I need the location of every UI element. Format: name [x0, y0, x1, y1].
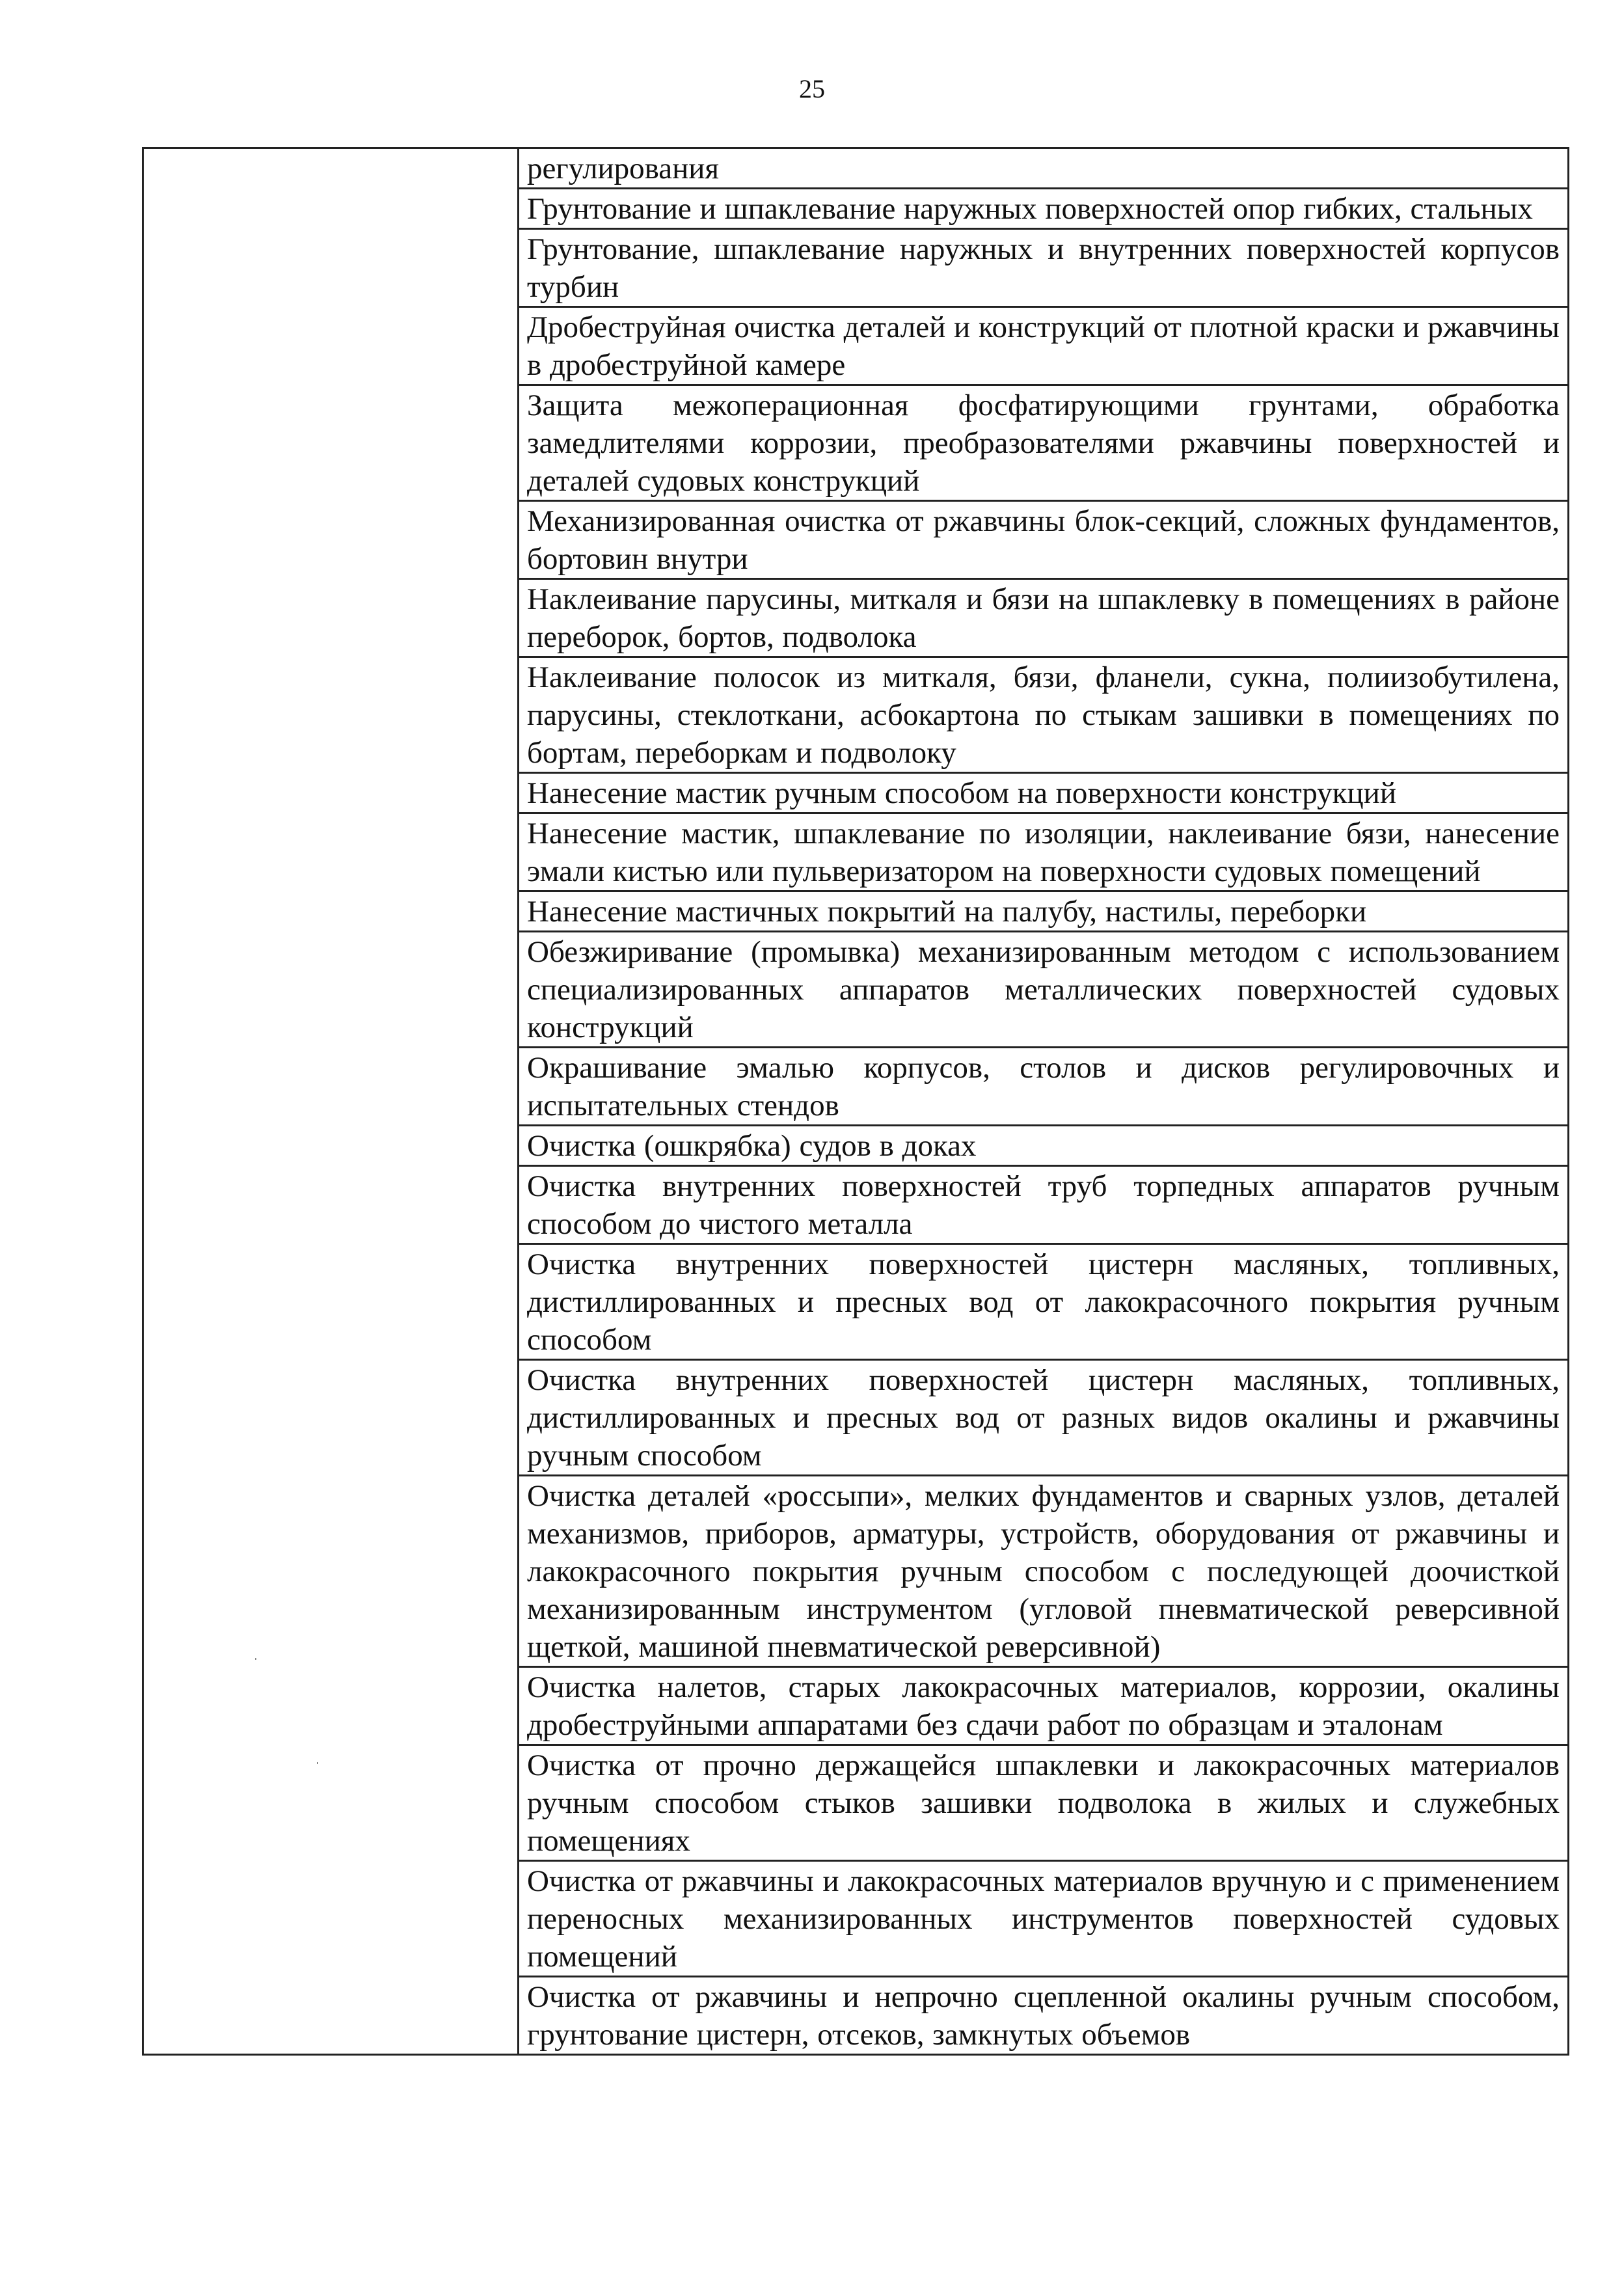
table-cell-item: Нанесение мастик ручным способом на поверхности конструкций	[519, 773, 1569, 813]
table-cell-item: Нанесение мастик, шпаклевание по изоляции, наклеивание бязи, нанесение эмали кистью или пульверизатором на поверхности судовых помещений	[519, 813, 1569, 891]
table-cell-item: Очистка внутренних поверхностей труб торпедных аппаратов ручным способом до чистого металла	[519, 1166, 1569, 1244]
table-cell-item: Окрашивание эмалью корпусов, столов и дисков регулировочных и испытательных стендов	[519, 1048, 1569, 1126]
scan-speck	[255, 1658, 256, 1660]
table-cell-item: Дробеструйная очистка деталей и конструкций от плотной краски и ржавчины в дробеструйной камере	[519, 307, 1569, 385]
scan-speck	[317, 1762, 318, 1764]
page-number: 25	[799, 74, 825, 103]
empty-left-column	[143, 148, 519, 2055]
table-cell-item: Защита межоперационная фосфатирующими грунтами, обработка замедлителями коррозии, преобразователями ржавчины поверхностей и деталей судовых конструкций	[519, 385, 1569, 501]
table-cell-item: Очистка внутренних поверхностей цистерн масляных, топливных, дистиллированных и пресных вод от лакокрасочного покрытия ручным способом	[519, 1244, 1569, 1360]
table-cell-item: Нанесение мастичных покрытий на палубу, настилы, переборки	[519, 891, 1569, 932]
table-cell-item: Наклеивание парусины, миткаля и бязи на шпаклевку в помещениях в районе переборок, бортов, подволока	[519, 579, 1569, 657]
table-cell-item: Наклеивание полосок из миткаля, бязи, фланели, сукна, полиизобутилена, парусины, стеклоткани, асбокартона по стыкам зашивки в помещениях по бортам, переборкам и подволоку	[519, 657, 1569, 773]
table-cell-item: Очистка от прочно держащейся шпаклевки и лакокрасочных материалов ручным способом стыков зашивки подволока в жилых и служебных помещениях	[519, 1745, 1569, 1861]
table-cell-item: Механизированная очистка от ржавчины блок-секций, сложных фундаментов, бортовин внутри	[519, 501, 1569, 579]
table-cell-item: Очистка внутренних поверхностей цистерн масляных, топливных, дистиллированных и пресных вод от разных видов окалины и ржавчины ручным способом	[519, 1360, 1569, 1476]
table-cell-item: Обезжиривание (промывка) механизированным методом с использованием специализированных аппаратов металлических поверхностей судовых конструкций	[519, 932, 1569, 1048]
table-cell-item: Грунтование, шпаклевание наружных и внутренних поверхностей корпусов турбин	[519, 229, 1569, 307]
table-cell-item: Очистка от ржавчины и лакокрасочных материалов вручную и с применением переносных механизированных инструментов поверхностей судовых помещений	[519, 1861, 1569, 1977]
table-cell-item: Очистка от ржавчины и непрочно сцепленной окалины ручным способом, грунтование цистерн, отсеков, замкнутых объемов	[519, 1977, 1569, 2055]
table-cell-item: Очистка (ошкрябка) судов в доках	[519, 1126, 1569, 1166]
table-cell-item: Очистка налетов, старых лакокрасочных материалов, коррозии, окалины дробеструйными аппаратами без сдачи работ по образцам и эталонам	[519, 1667, 1569, 1745]
table-row	[143, 148, 1569, 189]
table-cell-item: регулирования	[519, 148, 1569, 189]
work-types-table	[142, 147, 1569, 2056]
table-cell-item: Очистка деталей «россыпи», мелких фундаментов и сварных узлов, деталей механизмов, приборов, арматуры, устройств, оборудования от ржавчины и лакокрасочного покрытия ручным способом с последующей доочисткой механизированным инструментом (угловой пневматической реверсивной щеткой, машиной пневматической реверсивной)	[519, 1476, 1569, 1667]
table-cell-item: Грунтование и шпаклевание наружных поверхностей опор гибких, стальных	[519, 189, 1569, 229]
